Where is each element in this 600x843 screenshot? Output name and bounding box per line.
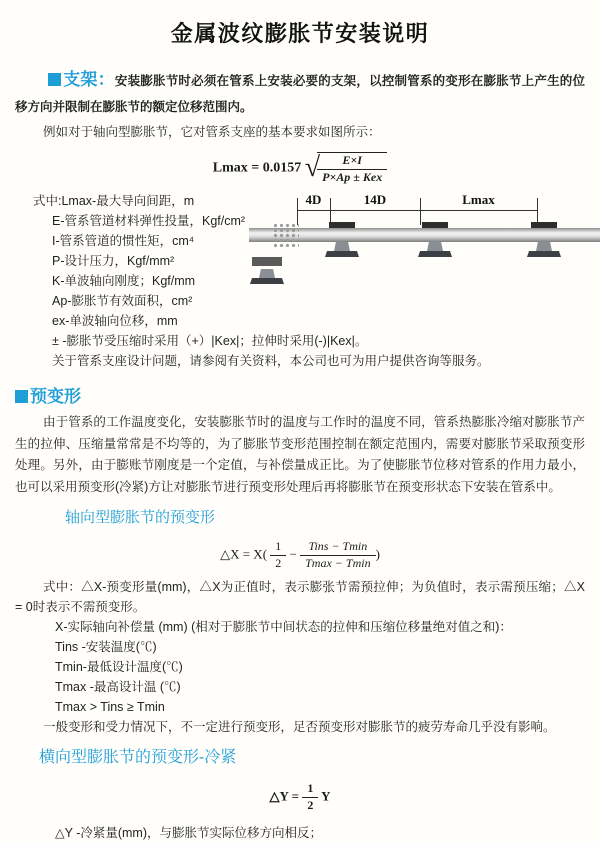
axial-definition-line: Tmin-最低设计温度(℃) xyxy=(55,659,183,674)
definition-line: K-单波轴向刚度；Kgf/mm xyxy=(52,273,196,288)
lmax-formula xyxy=(15,152,585,185)
support-pedestal xyxy=(334,242,350,251)
dimension-tick xyxy=(537,198,538,225)
dimension-label-lmax: Lmax xyxy=(462,192,495,207)
support-clamp xyxy=(329,222,355,228)
fraction-denominator: 2 xyxy=(270,555,286,571)
definition-line: Ap-膨胀节有效面积，cm² xyxy=(52,293,193,308)
lmax-fraction xyxy=(317,154,387,185)
pipe-anchor-graphic xyxy=(250,222,284,284)
dimension-line xyxy=(297,210,537,211)
definition-line: ± -膨胀节受压缩时采用（+）|Kex|；拉伸时采用(-)|Kex|。 xyxy=(52,333,368,348)
one-half-fraction xyxy=(302,782,318,813)
temperature-fraction xyxy=(300,540,375,571)
pipe-support-graphic xyxy=(527,222,561,257)
support-base xyxy=(527,251,561,257)
example-paragraph: 例如对于轴向型膨胀节，它对管系支座的基本要求如图所示： xyxy=(43,125,381,140)
definition-line: P-设计压力，Kgf/mm² xyxy=(52,253,175,268)
lateral-formula xyxy=(15,782,585,813)
axial-formula-lhs: △X = X( xyxy=(220,546,268,562)
support-paragraph xyxy=(15,65,585,118)
definition-line: 式中:Lmax-最大导向间距，m xyxy=(33,193,195,208)
predeform-paragraph: 由于管系的工作温度变化，安装膨胀节时的温度与工作时的温度不同，管系热膨胀冷缩对膨胀节产生的拉伸、压缩量常常是不均等的，为了膨胀节变形范围控制在额定范围内，需要对膨胀节采取预变形处理。另外，由于膨账节刚度是一个定值，与补偿量成正比。为了使膨胀节位移对管系的作用力最小，也可以采用预变形(冷紧)方让对膨胀节进行预变形处理后再将膨胀节在预变形状态下安装在管系中。 xyxy=(15,415,585,494)
blue-square-icon xyxy=(15,390,28,403)
support-base xyxy=(418,251,452,257)
fraction-numerator: 1 xyxy=(275,539,282,554)
support-base xyxy=(250,278,284,284)
support-pedestal xyxy=(259,269,275,278)
axial-formula-rhs: ) xyxy=(375,546,380,562)
axial-definition-line: X-实际轴向补偿量 (mm) (相对于膨胀节中间状态的拉伸和压缩位移量绝对值之和)： xyxy=(55,619,512,634)
fraction-denominator: Tmax − Tmin xyxy=(300,555,375,571)
definition-line: I-管系管道的惯性矩，cm⁴ xyxy=(52,233,195,248)
fraction-numerator: 1 xyxy=(307,781,314,796)
support-pedestal xyxy=(536,242,552,251)
definition-line: ex-单波轴向位移，mm xyxy=(52,313,178,328)
support-paragraph-text: 安装膨胀节时必须在管系上安装必要的支架，以控制管系的变形在膨胀节上产生的位移方向并限制在膨胀节的额定位移范围内。 xyxy=(15,74,585,114)
axial-section-heading: 轴向型膨胀节的预变形 xyxy=(65,509,216,527)
lmax-fraction-numerator: E×I xyxy=(342,153,362,168)
sqrt-icon: √ xyxy=(304,152,321,184)
lateral-formula-lhs: △Y = xyxy=(269,788,300,804)
axial-formula xyxy=(15,540,585,571)
pipe-support-graphic xyxy=(418,222,452,257)
axial-definition-line: Tmax -最高设计温 (℃) xyxy=(55,679,181,694)
lmax-formula-lhs: Lmax = 0.0157 xyxy=(212,160,302,176)
page-title: 金属波纹膨胀节安装说明 xyxy=(170,21,430,46)
pipe-support-graphic xyxy=(325,222,359,257)
axial-note-line: 一般变形和受力情况下，不一定进行预变形，足否预变形对膨胀节的疲劳寿命几乎没有影响。 xyxy=(43,719,556,734)
support-heading-label: 支架： xyxy=(63,70,115,90)
lmax-fraction-denominator: P×Ap ± Kex xyxy=(317,169,387,185)
blue-square-icon xyxy=(48,73,61,86)
lateral-formula-rhs: Y xyxy=(321,788,331,804)
predeform-section-heading xyxy=(15,383,585,410)
fraction-denominator: 2 xyxy=(302,797,318,813)
axial-predeform-section xyxy=(15,506,585,737)
support-spacing-diagram xyxy=(243,192,600,280)
axial-definition-line: Tmax > Tins ≥ Tmin xyxy=(55,699,165,714)
definition-line: E-管系管道材料弹性投量，Kgf/cm² xyxy=(52,213,246,228)
sqrt-radicand xyxy=(317,152,387,185)
support-clamp xyxy=(531,222,557,228)
dimension-label-14d: 14D xyxy=(363,192,387,207)
lateral-definition-line: △Y -冷紧量(mm)，与膨胀节实际位移方向相反； xyxy=(55,825,323,840)
predeform-heading-label: 预变形 xyxy=(30,386,81,406)
support-section-heading xyxy=(48,70,115,89)
anchor-hub xyxy=(252,257,282,266)
dimension-label-4d: 4D xyxy=(305,192,322,207)
consulting-note: 关于管系支座设计问题，请参阅有关资料，本公司也可为用户提供咨询等服务。 xyxy=(52,353,490,368)
support-clamp xyxy=(422,222,448,228)
support-base xyxy=(325,251,359,257)
lateral-section-heading: 横向型膨胀节的预变形-冷紧 xyxy=(39,748,237,766)
axial-definition-line: 式中：△X-预变形量(mm)，△X为正值时，表示膨张节需预拉伸；为负值时，表示需预压缩；△X = 0时表示不需预变形。 xyxy=(15,579,585,614)
minus-operator: − xyxy=(289,546,297,562)
fraction-numerator: Tins − Tmin xyxy=(308,539,368,554)
one-half-fraction xyxy=(270,540,286,571)
lateral-predeform-section xyxy=(15,745,585,843)
axial-definition-line: Tins -安装温度(℃) xyxy=(55,639,157,654)
support-pedestal xyxy=(427,242,443,251)
